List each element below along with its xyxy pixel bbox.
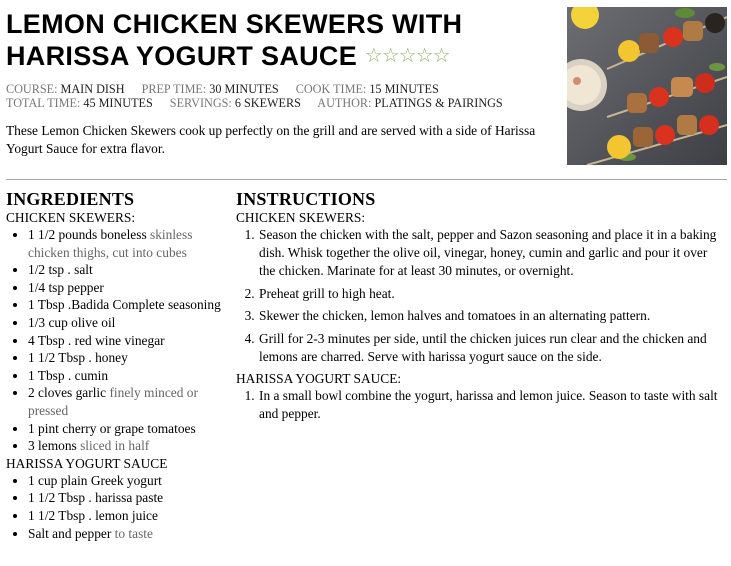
ingredient-item: • 1/2 tsp . salt bbox=[28, 261, 228, 279]
ingredient-item: • 1 1/2 pounds boneless skinless chicken thighs, cut into cubes bbox=[28, 226, 228, 261]
instruction-list bbox=[236, 226, 726, 366]
cook-time-value: 15 MINUTES bbox=[369, 82, 439, 96]
meta-row-2 bbox=[6, 96, 561, 110]
servings-value: 6 SKEWERS bbox=[234, 96, 301, 110]
ingredient-item: • 1 pint cherry or grape tomatoes bbox=[28, 420, 228, 438]
ingredient-item: • 1 Tbsp .Badida Complete seasoning bbox=[28, 296, 228, 314]
section-divider bbox=[6, 179, 727, 180]
ingredient-item: • 3 lemons sliced in half bbox=[28, 437, 228, 455]
instruction-step: 1. In a small bowl combine the yogurt, harissa and lemon juice. Season to taste with salt and pepper. bbox=[258, 387, 726, 423]
author-label: AUTHOR: bbox=[317, 96, 372, 110]
ingredient-item: • 2 cloves garlic finely minced or pressed bbox=[28, 384, 228, 419]
instruction-step: 2. Preheat grill to high heat. bbox=[258, 285, 726, 303]
ingredient-item: • 1/3 cup olive oil bbox=[28, 314, 228, 332]
ingredient-item: • 1 1/2 Tbsp . lemon juice bbox=[28, 507, 228, 525]
ingredient-item: • 1 1/2 Tbsp . harissa paste bbox=[28, 489, 228, 507]
servings-label: SERVINGS: bbox=[169, 96, 232, 110]
recipe-photo bbox=[567, 7, 727, 165]
course-value: MAIN DISH bbox=[60, 82, 125, 96]
skewers-illustration bbox=[567, 7, 727, 165]
instruction-group-title: CHICKEN SKEWERS: bbox=[236, 210, 366, 225]
instructions-section bbox=[236, 189, 726, 428]
ingredient-item: • 1 1/2 Tbsp . honey bbox=[28, 349, 228, 367]
ingredient-item: • Salt and pepper to taste bbox=[28, 525, 228, 543]
rating-stars-icon[interactable]: ☆☆☆☆☆ bbox=[364, 45, 450, 67]
ingredient-item: • 1/4 tsp pepper bbox=[28, 279, 228, 297]
total-time-label: TOTAL TIME: bbox=[6, 96, 81, 110]
ingredients-section bbox=[6, 189, 228, 542]
ingredient-list bbox=[6, 472, 228, 542]
instruction-list bbox=[236, 387, 726, 423]
prep-time-label: PREP TIME: bbox=[141, 82, 207, 96]
ingredient-list bbox=[6, 226, 228, 455]
recipe-meta bbox=[6, 82, 561, 110]
recipe-summary: These Lemon Chicken Skewers cook up perfectly on the grill and are served with a side of Harissa Yogurt Sauce for extra flavor. bbox=[6, 123, 536, 156]
instruction-group-title: HARISSA YOGURT SAUCE: bbox=[236, 371, 402, 386]
course-label: COURSE: bbox=[6, 82, 58, 96]
instruction-step: 4. Grill for 2-3 minutes per side, until the chicken juices run clear and the chicken and lemons are charred. Serve with harissa yogurt sauce on the side. bbox=[258, 330, 726, 366]
cook-time-label: COOK TIME: bbox=[295, 82, 367, 96]
instructions-heading: INSTRUCTIONS bbox=[236, 189, 376, 209]
instruction-step: 1. Season the chicken with the salt, pepper and Sazon seasoning and place it in a baking dish. Whisk together the olive oil, vinegar, honey, cumin and garlic and pour it over the chicken. Marinate for at least 30 minutes, or overnight. bbox=[258, 226, 726, 280]
meta-row-1 bbox=[6, 82, 561, 96]
recipe-title bbox=[6, 8, 551, 72]
ingredient-item: • 4 Tbsp . red wine vinegar bbox=[28, 332, 228, 350]
instruction-step: 3. Skewer the chicken, lemon halves and tomatoes in an alternating pattern. bbox=[258, 307, 726, 325]
ingredient-item: • 1 Tbsp . cumin bbox=[28, 367, 228, 385]
author-value: PLATINGS & PAIRINGS bbox=[374, 96, 503, 110]
recipe-title-text: LEMON CHICKEN SKEWERS WITH HARISSA YOGURT SAUCE bbox=[6, 9, 463, 71]
ingredient-item: • 1 cup plain Greek yogurt bbox=[28, 472, 228, 490]
ingredient-group-title: CHICKEN SKEWERS: bbox=[6, 210, 136, 225]
ingredient-group-title: HARISSA YOGURT SAUCE bbox=[6, 455, 168, 471]
ingredients-heading: INGREDIENTS bbox=[6, 189, 135, 209]
prep-time-value: 30 MINUTES bbox=[209, 82, 279, 96]
total-time-value: 45 MINUTES bbox=[83, 96, 153, 110]
